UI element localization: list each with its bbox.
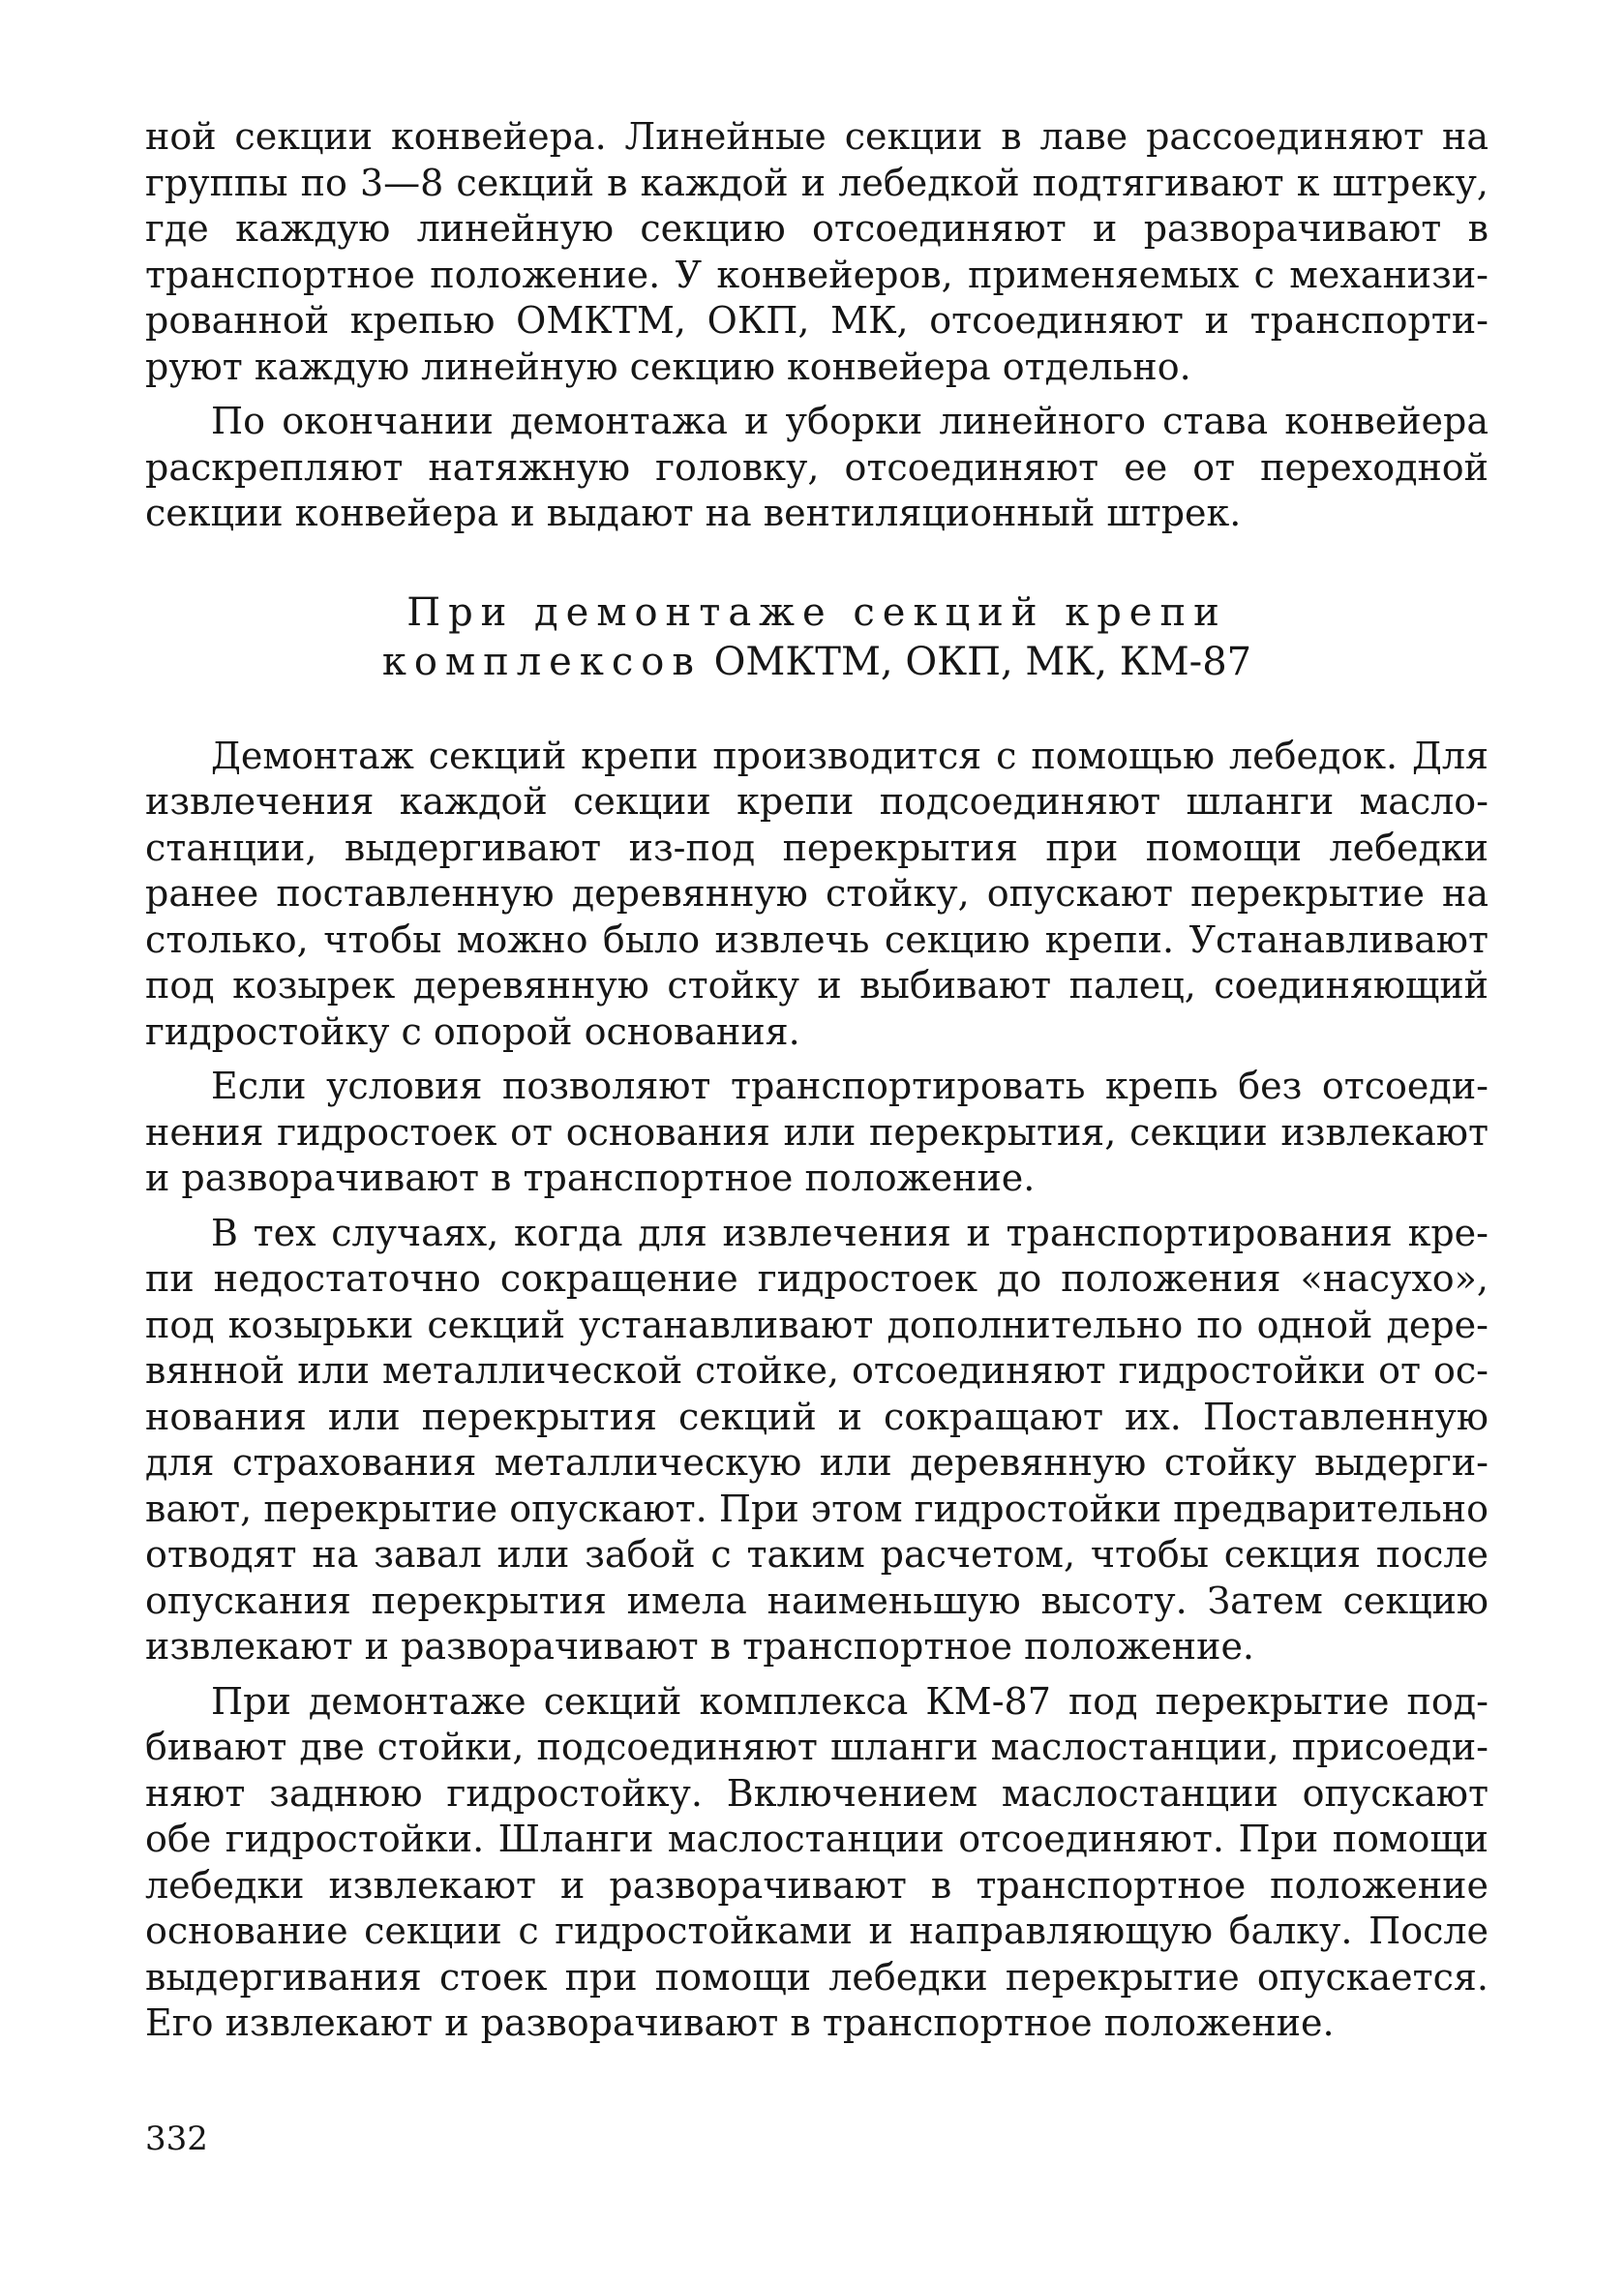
page-body [145,114,1489,2047]
text-line: ранее поставленную деревянную стойку, опускают перекрытие на [145,872,1489,915]
paragraph-conditions [145,1064,1489,1202]
heading-line-2-spaced: комплексов [381,639,702,684]
text-line: руют каждую линейную секцию конвейера отдельно. [145,345,1191,388]
section-heading [145,588,1489,687]
text-line: По окончании демонтажа и уборки линейного става конвейера [211,400,1489,442]
text-line: где каждую линейную секцию отсоединяют и разворачивают в [145,207,1489,250]
heading-line-2 [145,638,1489,687]
text-line: бивают две стойки, подсоединяют шланги маслостанции, присоеди- [145,1726,1489,1768]
heading-line-2-rest: ОМКТМ, ОКП, МК, КМ-87 [713,639,1252,684]
text-line: выдергивания стоек при помощи лебедки перекрытие опускается. [145,1955,1489,1999]
text-line: При демонтаже секций комплекса КМ-87 под перекрытие под- [211,1679,1489,1723]
text-line: рованной крепью ОМКТМ, ОКП, МК, отсоединяют и транспорти- [145,299,1489,342]
page-number: 332 [145,2120,208,2158]
text-line: секции конвейера и выдают на вентиляционный штрек. [145,492,1242,534]
text-line: нения гидростоек от основания или перекрытия, секции извлекают [145,1110,1489,1154]
text-line: отводят на завал или забой с таким расчетом, чтобы секция после [145,1533,1489,1576]
text-line: Демонтаж секций крепи производится с помощью лебедок. Для [211,734,1489,777]
text-line: станции, выдергивают из-под перекрытия при помощи лебедки [145,826,1489,869]
text-line: лебедки извлекают и разворачивают в транспортное положение [145,1863,1489,1907]
text-line: нования или перекрытия секций и сокращают их. Поставленную [145,1395,1489,1438]
text-line: няют заднюю гидростойку. Включением маслостанции опускают [145,1771,1489,1815]
text-line: В тех случаях, когда для извлечения и транспортирования кре- [211,1211,1489,1254]
paragraph-km87 [145,1679,1489,2047]
text-line: под козырек деревянную стойку и выбивают палец, соединяющий [145,964,1489,1007]
text-line: обе гидростойки. Шланги маслостанции отсоединяют. При помощи [145,1818,1489,1860]
text-line: извлекают и разворачивают в транспортное положение. [145,1625,1255,1668]
text-line: Его извлекают и разворачивают в транспортное положение. [145,2001,1335,2044]
text-line: и разворачивают в транспортное положение. [145,1157,1036,1199]
text-line: столько, чтобы можно было извлечь секцию крепи. Устанавливают [145,917,1489,961]
text-line: вянной или металлической стойке, отсоединяют гидростойки от ос- [145,1349,1489,1392]
text-line: транспортное положение. У конвейеров, применяемых с механизи- [145,253,1489,296]
text-line: Если условия позволяют транспортировать крепь без отсоеди- [211,1065,1489,1107]
text-line: гидростойку с опорой основания. [145,1009,800,1053]
text-line: извлечения каждой секции крепи подсоединяют шланги масло- [145,780,1489,823]
heading-line-1: При демонтаже секций крепи [406,589,1227,635]
paragraph-tension-head [145,399,1489,537]
paragraph-dismantling [145,734,1489,1056]
text-line: пи недостаточно сокращение гидростоек до положения «насухо», [145,1257,1489,1300]
paragraph-cases [145,1211,1489,1670]
text-line: раскрепляют натяжную головку, отсоединяют ее от переходной [145,445,1489,489]
text-line: вают, перекрытие опускают. При этом гидростойки предварительно [145,1487,1489,1530]
text-line: ной секции конвейера. Линейные секции в лаве рассоединяют на [145,115,1489,158]
text-line: основание секции с гидростойками и направляющую балку. После [145,1910,1489,1952]
paragraph-continuation [145,114,1489,390]
text-line: для страхования металлическую или деревянную стойку выдерги- [145,1441,1489,1484]
text-line: группы по 3—8 секций в каждой и лебедкой подтягивают к штреку, [145,161,1489,204]
text-line: опускания перекрытия имела наименьшую высоту. Затем секцию [145,1579,1489,1622]
text-line: под козырьки секций устанавливают дополнительно по одной дере- [145,1303,1489,1346]
